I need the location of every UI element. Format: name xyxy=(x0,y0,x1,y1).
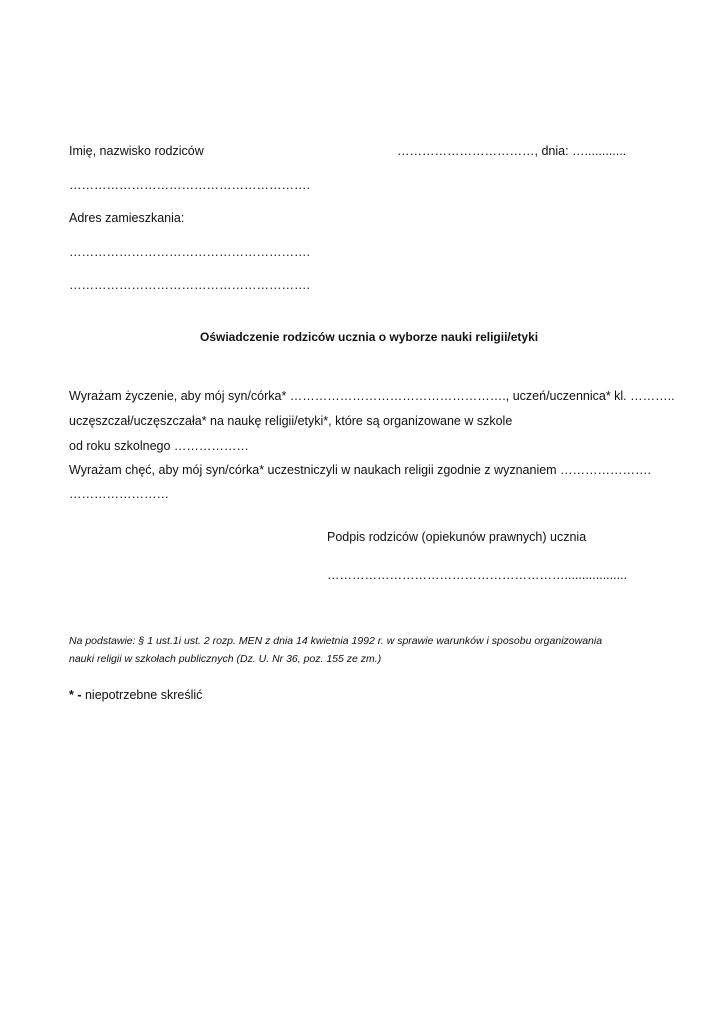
footnote-marker: * - xyxy=(69,688,82,702)
footnote-text: niepotrzebne skreślić xyxy=(81,688,203,702)
place-date-field: ……………………………, dnia: …............ xyxy=(397,144,627,158)
document-title: Oświadczenie rodziców ucznia o wyborze nauki religii/etyki xyxy=(200,330,539,344)
body-line-2: uczęszczał/uczęszczała* na naukę religii/etyki*, które są organizowane w szkole xyxy=(69,414,513,428)
parents-name-dots: …………………………………………………. xyxy=(69,178,310,192)
body-line-1: Wyrażam życzenie, aby mój syn/córka* ……………………………………………., uczeń/uczennica* kl. ……….. xyxy=(69,389,675,403)
address-dots-2: …………………………………………………. xyxy=(69,278,310,292)
body-line-3: od roku szkolnego ……………… xyxy=(69,439,249,453)
body-line-4: Wyrażam chęć, aby mój syn/córka* uczestniczyli w naukach religii zgodnie z wyznaniem …………………. xyxy=(69,463,652,477)
signature-dots: ………………………………………………….................. xyxy=(327,568,628,582)
footnote xyxy=(69,688,202,702)
address-label: Adres zamieszkania: xyxy=(69,211,185,225)
legal-basis-line-1: Na podstawie: § 1 ust.1i ust. 2 rozp. MEN z dnia 14 kwietnia 1992 r. w sprawie warunków i sposobu organizowania xyxy=(69,635,603,647)
parents-name-label: Imię, nazwisko rodziców xyxy=(69,144,204,158)
signature-label: Podpis rodziców (opiekunów prawnych) ucznia xyxy=(327,530,587,544)
legal-basis-line-2: nauki religii w szkołach publicznych (Dz. U. Nr 36, poz. 155 ze zm.) xyxy=(69,653,382,665)
body-line-5: …………………… xyxy=(69,487,169,501)
address-dots-1: …………………………………………………. xyxy=(69,245,310,259)
